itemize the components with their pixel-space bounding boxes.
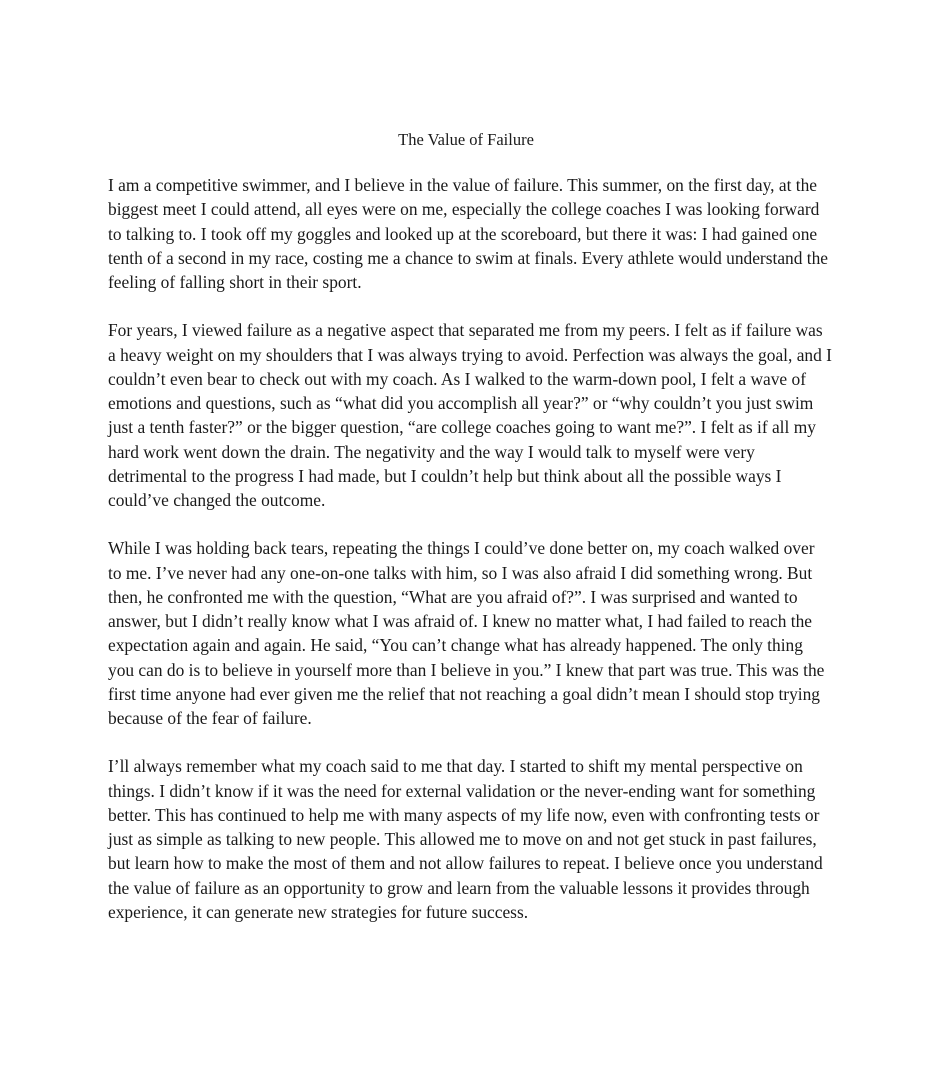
- document-body: [108, 173, 832, 948]
- document-title: The Value of Failure: [398, 130, 534, 149]
- paragraph-1: I am a competitive swimmer, and I believe in the value of failure. This summer, on the first day, at the biggest meet I could attend, all eyes were on me, especially the college coaches I was looking forward to talking to. I took off my goggles and looked up at the scoreboard, but there it was: I had gained one tenth of a second in my race, costing me a chance to swim at finals. Every athlete would understand the feeling of falling short in their sport.: [108, 175, 829, 292]
- paragraph-4: I’ll always remember what my coach said to me that day. I started to shift my mental perspective on things. I didn’t know if it was the need for external validation or the never-ending want for something better. This has continued to help me with many aspects of my life now, even with confronting tests or just as simple as talking to new people. This allowed me to move on and not get stuck in past failures, but learn how to make the most of them and not allow failures to repeat. I believe once you understand the value of failure as an opportunity to grow and learn from the valuable lessons it provides through experience, it can generate new strategies for future success.: [108, 756, 823, 922]
- paragraph-2: For years, I viewed failure as a negative aspect that separated me from my peers. I felt as if failure was a heavy weight on my shoulders that I was always trying to avoid. Perfection was always the goal, and I couldn’t even bear to check out with my coach. As I walked to the warm-down pool, I felt a wave of emotions and questions, such as “what did you accomplish all year?” or “why couldn’t you just swim just a tenth faster?” or the bigger question, “are college coaches going to want me?”. I felt as if all my hard work went down the drain. The negativity and the way I would talk to myself were very detrimental to the progress I had made, but I couldn’t help but think about all the possible ways I could’ve changed the outcome.: [108, 320, 832, 510]
- paragraph-3: While I was holding back tears, repeating the things I could’ve done better on, my coach walked over to me. I’ve never had any one-on-one talks with him, so I was also afraid I did something wrong. But then, he confronted me with the question, “What are you afraid of?”. I was surprised and wanted to answer, but I didn’t really know what I was afraid of. I knew no matter what, I had failed to reach the expectation again and again. He said, “You can’t change what has already happened. The only thing you can do is to believe in yourself more than I believe in you.” I knew that part was true. This was the first time anyone had ever given me the relief that not reaching a goal didn’t mean I should stop trying because of the fear of failure.: [108, 538, 825, 728]
